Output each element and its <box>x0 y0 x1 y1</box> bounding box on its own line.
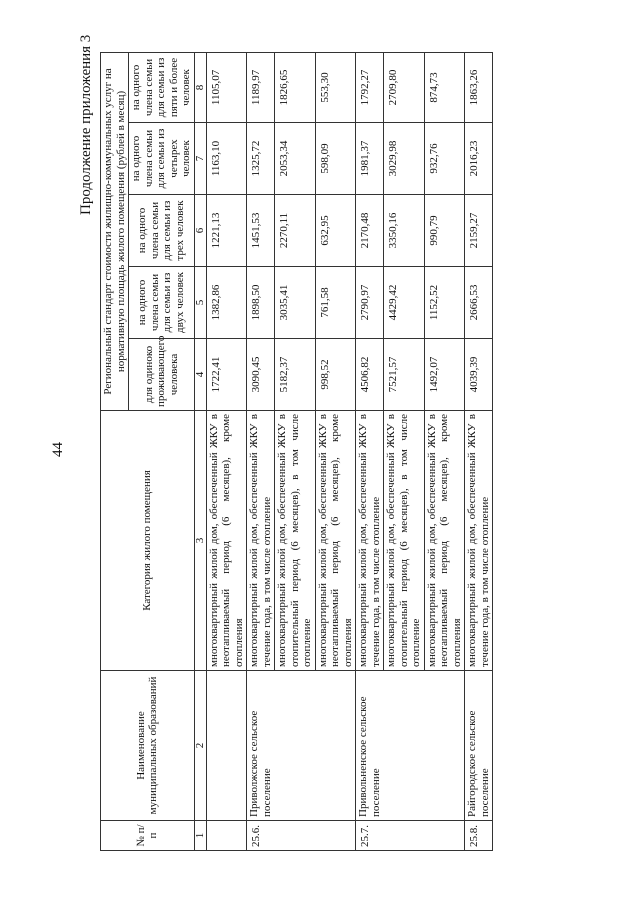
table-row <box>206 52 247 850</box>
value-cell: 1492,07 <box>424 339 465 411</box>
value-cell: 1722,41 <box>206 339 247 411</box>
municipality-name: Райгородское сельское поселение <box>465 671 493 821</box>
header-num: № п/п <box>101 821 195 851</box>
subheader: на одного члена семьи для семьи из пяти и более человек <box>129 52 195 122</box>
housing-category: многоквартирный жилой дом, обеспеченный ЖКУ в течение года, в том числе отопление <box>356 411 384 671</box>
value-cell: 1189,97 <box>247 52 275 122</box>
value-cell: 2053,34 <box>275 123 316 195</box>
value-cell: 3035,41 <box>275 267 316 339</box>
value-cell: 1826,65 <box>275 52 316 122</box>
value-cell: 2170,48 <box>356 195 384 267</box>
column-number: 6 <box>194 195 206 267</box>
subheader: для одиноко проживающего человека <box>129 339 195 411</box>
row-number: 25.7. <box>356 821 465 851</box>
value-cell: 1382,86 <box>206 267 247 339</box>
subheader: на одного члена семьи для семьи из четырех человек <box>129 123 195 195</box>
value-cell: 1105,07 <box>206 52 247 122</box>
row-number <box>206 821 247 851</box>
value-cell: 7521,57 <box>384 339 425 411</box>
value-cell: 1981,37 <box>356 123 384 195</box>
value-cell: 2709,80 <box>384 52 425 122</box>
value-cell: 874,73 <box>424 52 465 122</box>
page-number: 44 <box>50 442 66 457</box>
value-cell: 2159,27 <box>465 195 493 267</box>
value-cell: 2666,53 <box>465 267 493 339</box>
continuation-label: Продолжение приложения 3 <box>78 34 94 215</box>
value-cell: 998,52 <box>315 339 356 411</box>
value-cell: 553,30 <box>315 52 356 122</box>
value-cell: 4506,82 <box>356 339 384 411</box>
table-row <box>247 52 275 850</box>
column-number: 2 <box>194 671 206 821</box>
column-number-row <box>194 52 206 850</box>
table-row <box>356 52 384 850</box>
housing-category: многоквартирный жилой дом, обеспеченный ЖКУ в течение года, в том числе отопление <box>465 411 493 671</box>
value-cell: 632,95 <box>315 195 356 267</box>
row-number: 25.6. <box>247 821 356 851</box>
table-row <box>465 52 493 850</box>
housing-category: многоквартирный жилой дом, обеспеченный ЖКУ в неотапливаемый период (6 месяцев), кроме отопления <box>315 411 356 671</box>
value-cell: 1325,72 <box>247 123 275 195</box>
column-number: 5 <box>194 267 206 339</box>
header-name: Наименование муниципальных образований <box>101 671 195 821</box>
housing-category: многоквартирный жилой дом, обеспеченный ЖКУ в отопительный период (6 месяцев), в том числе отопление <box>384 411 425 671</box>
value-cell: 1152,52 <box>424 267 465 339</box>
value-cell: 761,58 <box>315 267 356 339</box>
row-number: 25.8. <box>465 821 493 851</box>
value-cell: 3350,16 <box>384 195 425 267</box>
header-category: Категория жилого помещения <box>101 411 195 671</box>
column-number: 8 <box>194 52 206 122</box>
column-number: 7 <box>194 123 206 195</box>
value-cell: 2270,11 <box>275 195 316 267</box>
housing-category: многоквартирный жилой дом, обеспеченный ЖКУ в течение года, в том числе отопление <box>247 411 275 671</box>
value-cell: 5182,37 <box>275 339 316 411</box>
column-number: 4 <box>194 339 206 411</box>
subheader: на одного члена семьи для семьи из трех человек <box>129 195 195 267</box>
value-cell: 1451,53 <box>247 195 275 267</box>
municipality-name <box>206 671 247 821</box>
value-cell: 1163,10 <box>206 123 247 195</box>
municipality-name: Привольненское сельское поселение <box>356 671 465 821</box>
value-cell: 2790,97 <box>356 267 384 339</box>
value-cell: 1898,50 <box>247 267 275 339</box>
value-cell: 598,09 <box>315 123 356 195</box>
value-cell: 990,79 <box>424 195 465 267</box>
value-cell: 2016,23 <box>465 123 493 195</box>
value-cell: 4039,39 <box>465 339 493 411</box>
value-cell: 1221,13 <box>206 195 247 267</box>
value-cell: 3029,98 <box>384 123 425 195</box>
value-cell: 1863,26 <box>465 52 493 122</box>
standards-table <box>100 52 493 851</box>
housing-category: многоквартирный жилой дом, обеспеченный ЖКУ в неотапливаемый период (6 месяцев), кроме отопления <box>424 411 465 671</box>
value-cell: 4429,42 <box>384 267 425 339</box>
column-number: 1 <box>194 821 206 851</box>
subheader: на одного члена семьи для семьи из двух человек <box>129 267 195 339</box>
housing-category: многоквартирный жилой дом, обеспеченный ЖКУ в неотапливаемый период (6 месяцев), кроме отопления <box>206 411 247 671</box>
value-cell: 932,76 <box>424 123 465 195</box>
header-standard: Региональный стандарт стоимости жилищно-коммунальных услуг на нормативную площадь жилого помещения (рублей в месяц) <box>101 52 129 410</box>
column-number: 3 <box>194 411 206 671</box>
municipality-name: Приволжское сельское поселение <box>247 671 356 821</box>
housing-category: многоквартирный жилой дом, обеспеченный ЖКУ в отопительный период (6 месяцев), в том числе отопление <box>275 411 316 671</box>
value-cell: 3090,45 <box>247 339 275 411</box>
value-cell: 1792,27 <box>356 52 384 122</box>
